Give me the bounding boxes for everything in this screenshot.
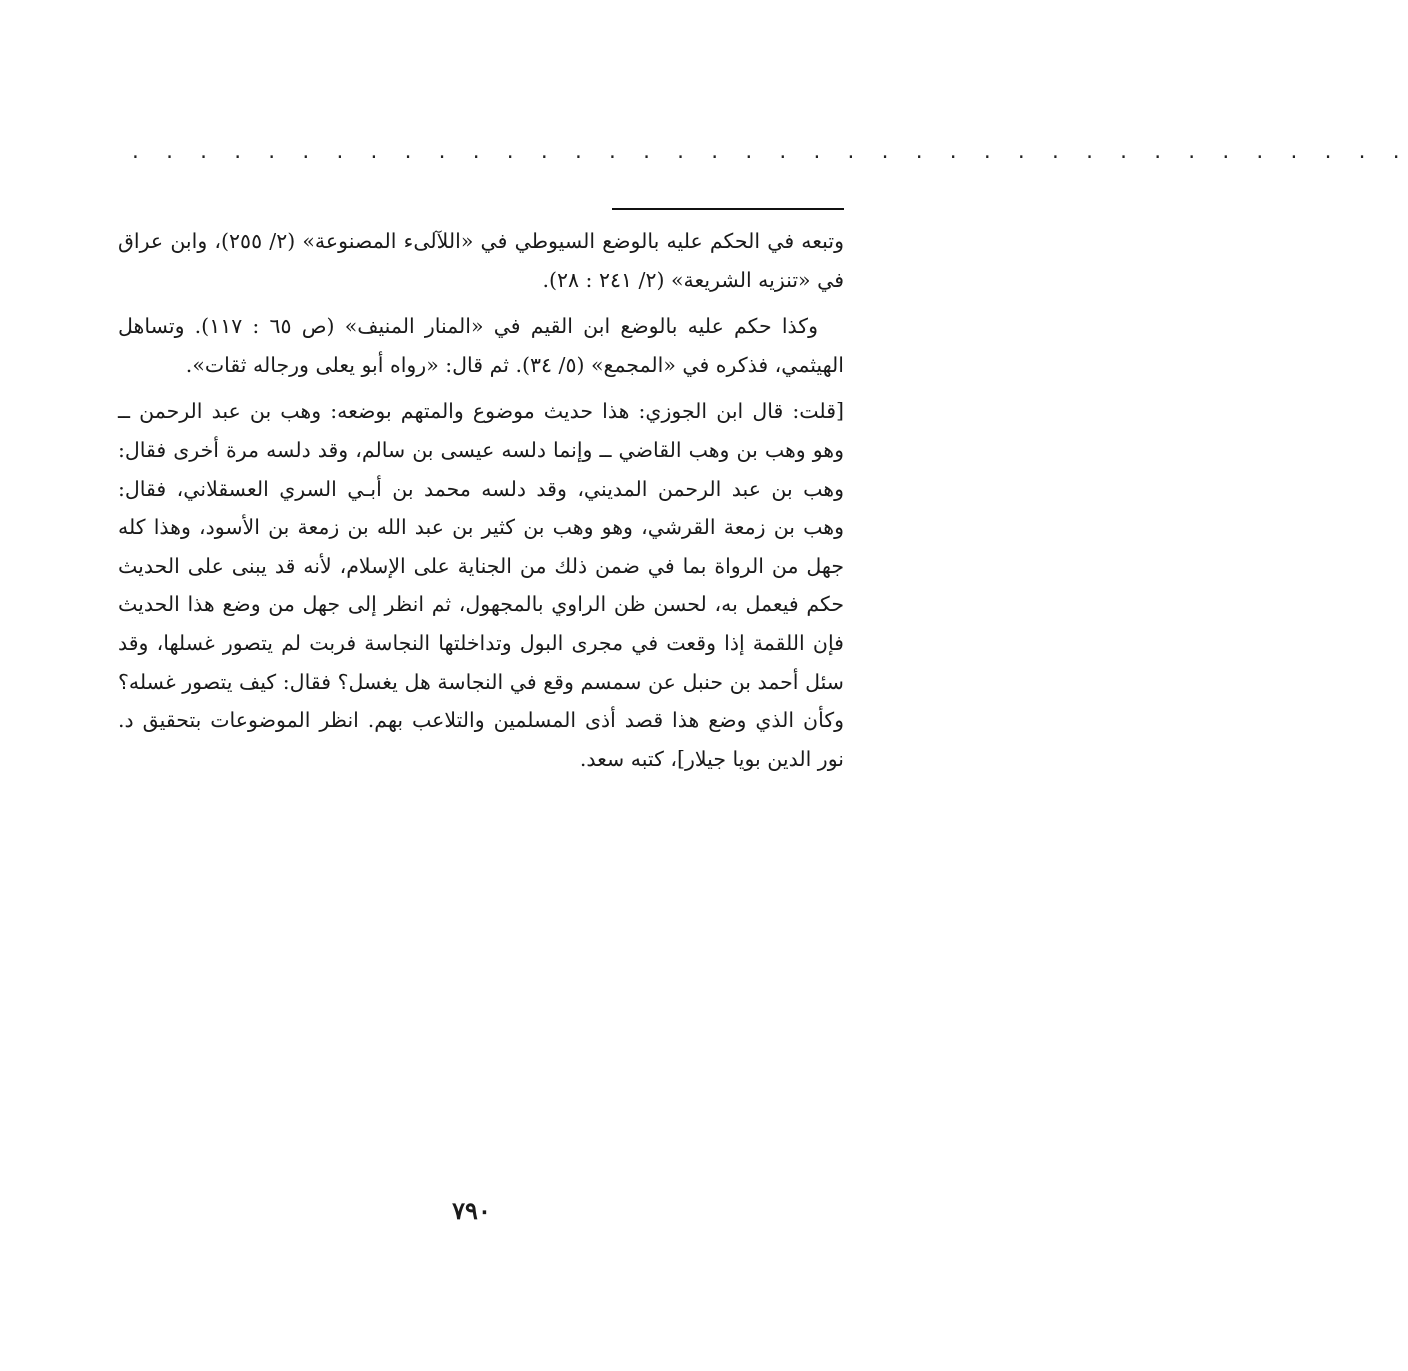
footnote-paragraph-suyuti: وتبعه في الحكم عليه بالوضع السيوطي في «اللآلىء المصنوعة» (٢/ ٢٥٥)، وابن عراق في «تنزيه الشريعة» (٢/ ٢٤١ : ٢٨). — [118, 229, 844, 292]
footnote-rule — [612, 208, 844, 210]
dotted-separator: . . . . . . . . . . . . . . . . . . . . . . . . . . . . . . . . . . . . . . — [130, 142, 1408, 163]
footnotes-block — [118, 222, 844, 778]
footnote-paragraph-ibn-jawzi: [قلت: قال ابن الجوزي: هذا حديث موضوع والمتهم بوضعه: وهب بن عبد الرحمن ــ وهو وهب بن وهب القاضي ــ وإنما دلسه عيسى بن سالم، وقد دلسه مرة أخرى فقال: وهب بن عبد الرحمن المديني، وقد دلسه محمد بن أبـي السري العسقلاني، فقال: وهب بن زمعة القرشي، وهو وهب بن كثير بن عبد الله بن زمعة بن الأسود، وهذا كله جهل من الرواة بما في ضمن ذلك من الجناية على الإسلام، لأنه قد يبنى على الحديث حكم فيعمل به، لحسن ظن الراوي بالمجهول، ثم انظر إلى جهل من وضع هذا الحديث فإن اللقمة إذا وقعت في مجرى البول وتداخلتها النجاسة فربت لم يتصور غسلها، وقد سئل أحمد بن حنبل عن سمسم وقع في النجاسة هل يغسل؟ فقال: كيف يتصور غسله؟ وكأن الذي وضع هذا قصد أذى المسلمين والتلاعب بهم. انظر الموضوعات بتحقيق د. نور الدين بويا جيلار]، كتبه سعد. — [118, 399, 844, 771]
page-number: ٧٩٠ — [452, 1196, 491, 1225]
footnote-paragraph-ibn-qayyim: وكذا حكم عليه بالوضع ابن القيم في «المنار المنيف» (ص ٦٥ : ١١٧). وتساهل الهيثمي، فذكره في «المجمع» (٥/ ٣٤). ثم قال: «رواه أبو يعلى ورجاله ثقات». — [118, 314, 844, 377]
